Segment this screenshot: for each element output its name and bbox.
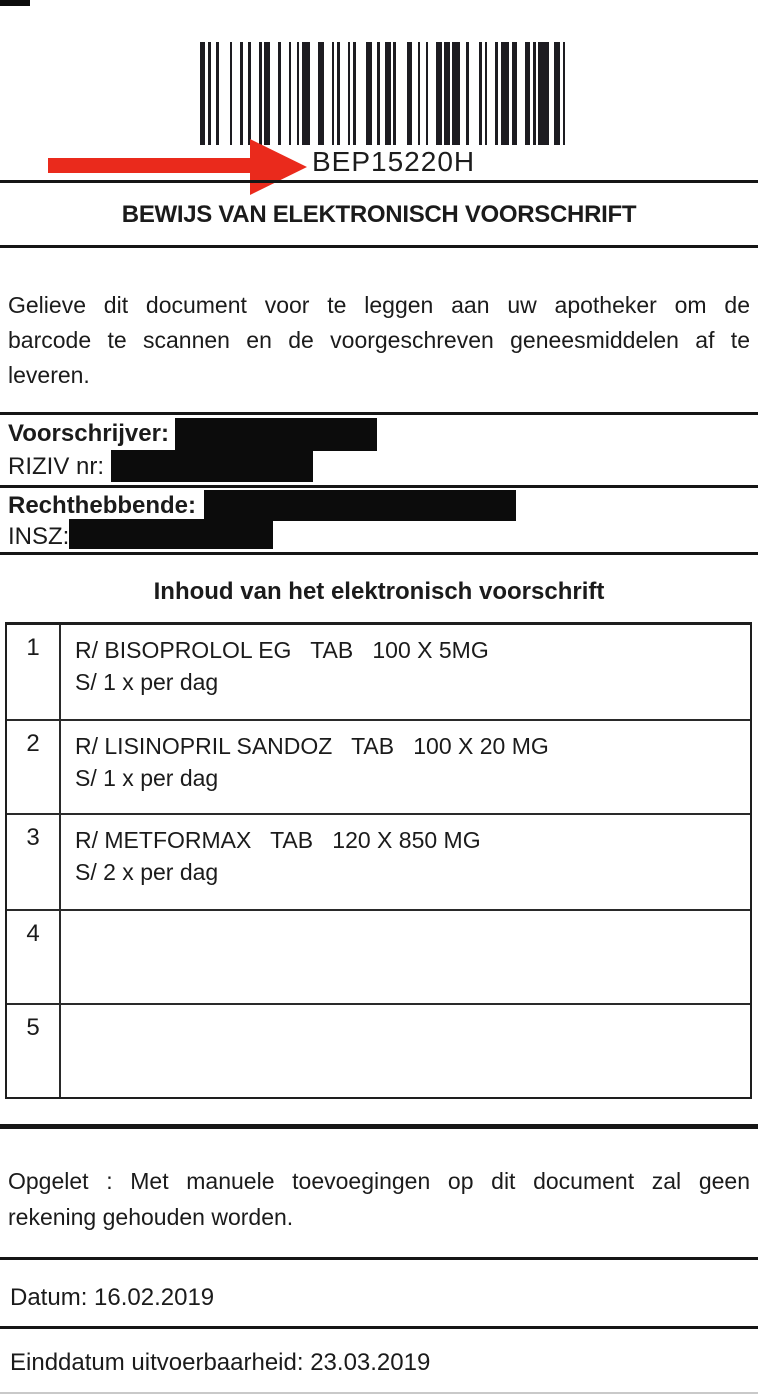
scan-edge-line: [0, 1392, 758, 1394]
insz-number-redaction: [69, 519, 273, 549]
intro-paragraph: [8, 288, 750, 393]
row-number: 3: [7, 815, 61, 909]
date-label: Datum:: [10, 1284, 88, 1311]
prescriber-name-redaction: [175, 418, 377, 451]
barcode-bar: [270, 42, 278, 145]
separator-line-enddate-top: [0, 1326, 758, 1329]
row-medication: R/ METFORMAX TAB 120 X 850 MG: [75, 827, 481, 853]
row-dosage: S/ 2 x per dag: [75, 859, 219, 885]
scan-artifact: [0, 0, 30, 6]
barcode-bar: [469, 42, 480, 145]
barcode-bar: [396, 42, 407, 145]
row-medication: R/ LISINOPRIL SANDOZ TAB 100 X 20 MG: [75, 733, 549, 759]
date-row: [10, 1284, 214, 1312]
barcode-bar: [302, 42, 310, 145]
barcode-bar: [324, 42, 332, 145]
row-dosage: S/ 1 x per dag: [75, 669, 219, 695]
barcode-bar: [219, 42, 230, 145]
barcode-value: BEP15220H: [312, 146, 476, 177]
end-date-row: [10, 1349, 430, 1377]
barcode-bar: [517, 42, 525, 145]
end-date-value: 23.03.2019: [310, 1349, 431, 1376]
row-dosage: S/ 1 x per dag: [75, 765, 219, 791]
barcode-bar: [487, 42, 495, 145]
barcode: [200, 42, 565, 145]
row-medication: R/ BISOPROLOL EG TAB 100 X 5MG: [75, 637, 489, 663]
intro-line-2: barcode te scannen en de voorgeschreven geneesmiddelen af te: [8, 327, 750, 353]
row-content: [61, 721, 750, 813]
barcode-bar: [428, 42, 436, 145]
date-value: 16.02.2019: [94, 1284, 215, 1311]
warning-line-2: rekening gehouden worden.: [8, 1204, 294, 1230]
prescription-table-heading: Inhoud van het elektronisch voorschrift: [153, 578, 605, 605]
barcode-bar: [356, 42, 367, 145]
barcode-bar: [501, 42, 509, 145]
separator-line-prescriber-top: [0, 412, 758, 415]
barcode-bar: [232, 42, 240, 145]
riziv-label: RIZIV nr:: [8, 453, 105, 480]
separator-line-beneficiary-bottom: [0, 552, 758, 555]
intro-line-1: Gelieve dit document voor te leggen aan uw apotheker om de: [8, 292, 750, 318]
table-row: [7, 909, 750, 1003]
barcode-bar: [281, 42, 289, 145]
row-content: [61, 815, 750, 909]
table-row: [7, 813, 750, 909]
prescriber-label: Voorschrijver:: [8, 420, 169, 447]
row-number: 2: [7, 721, 61, 813]
table-row: [7, 625, 750, 719]
row-content: [61, 1005, 750, 1097]
beneficiary-label: Rechthebbende:: [8, 492, 197, 519]
separator-line-title: [0, 245, 758, 248]
end-date-label: Einddatum uitvoerbaarheid:: [10, 1349, 304, 1376]
barcode-bar: [563, 42, 566, 145]
row-content: [61, 625, 750, 719]
red-arrow-icon: [250, 139, 307, 195]
barcode-bar: [452, 42, 460, 145]
beneficiary-name-redaction: [204, 490, 516, 521]
separator-line-warning-top: [0, 1124, 758, 1129]
separator-line-date-top: [0, 1257, 758, 1260]
table-row: [7, 1003, 750, 1097]
document-title: BEWIJS VAN ELEKTRONISCH VOORSCHRIFT: [121, 201, 637, 228]
row-content: [61, 911, 750, 1003]
row-number: 5: [7, 1005, 61, 1097]
separator-line-beneficiary-top: [0, 485, 758, 488]
barcode-bar: [340, 42, 348, 145]
barcode-bar: [310, 42, 318, 145]
prescription-table: [5, 622, 752, 1099]
row-number: 1: [7, 625, 61, 719]
insz-label: INSZ:: [8, 523, 70, 550]
barcode-bar: [251, 42, 259, 145]
table-row: [7, 719, 750, 813]
warning-paragraph: [8, 1163, 750, 1235]
red-arrow-shaft: [48, 158, 254, 173]
row-number: 4: [7, 911, 61, 1003]
barcode-bar: [538, 42, 549, 145]
separator-line-top: [0, 180, 758, 183]
warning-line-1: Opgelet : Met manuele toevoegingen op dit document zal geen: [8, 1168, 750, 1194]
intro-line-3: leveren.: [8, 362, 90, 388]
riziv-number-redaction: [111, 450, 313, 482]
